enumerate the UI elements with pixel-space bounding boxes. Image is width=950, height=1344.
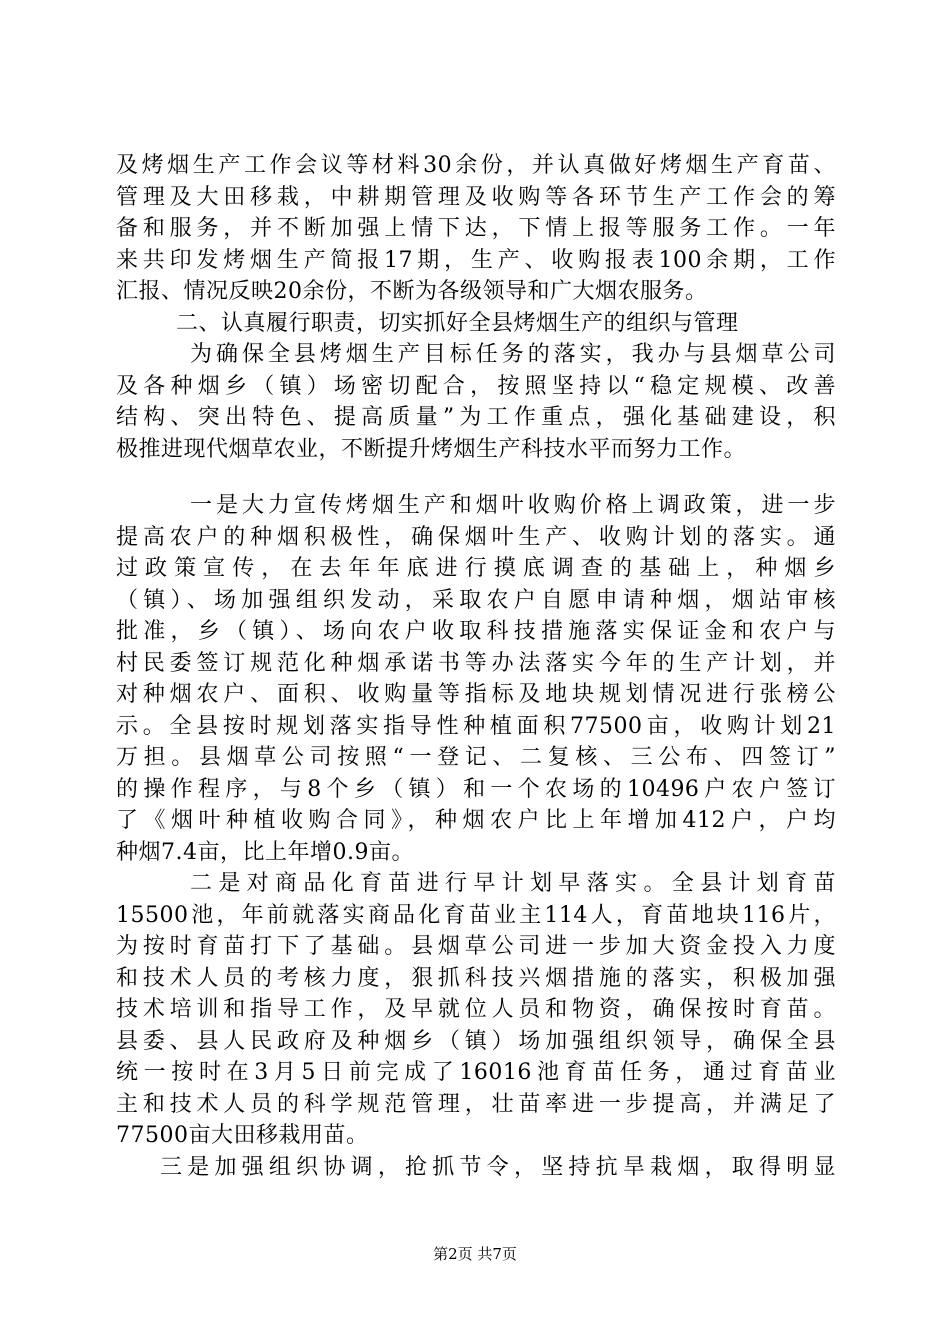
text-line: 汇报、情况反映20余份，不断为各级领导和广大烟农服务。 xyxy=(116,279,708,304)
text-line: 备和服务，并不断加强上情下达，下情上报等服务工作。一年 xyxy=(116,216,836,241)
text-line: 万担。县烟草公司按照“一登记、二复核、三公布、四签订” xyxy=(116,745,836,770)
text-line: 为按时育苗打下了基础。县烟草公司进一步加大资金投入力度 xyxy=(116,934,836,959)
text-line: 过政策宣传，在去年年底进行摸底调查的基础上，种烟乡 xyxy=(116,556,836,581)
text-line: 和技术人员的考核力度，狠抓科技兴烟措施的落实，积极加强 xyxy=(116,965,836,991)
text-line: 村民委签订规范化种烟承诺书等办法落实今年的生产计划，并 xyxy=(116,650,836,676)
page-number: 第2页 共7页 xyxy=(433,1245,517,1263)
text-line: 为确保全县烤烟生产目标任务的落实，我办与县烟草公司 xyxy=(190,342,836,367)
text-line: 对种烟农户、面积、收购量等指标及地块规划情况进行张榜公 xyxy=(116,682,836,707)
paragraph-gap xyxy=(116,465,836,490)
text-line: 主和技术人员的科学规范管理，壮苗率进一步提高，并满足了 xyxy=(116,1091,836,1117)
text-line: 批准，乡（镇）、场向农户收取科技措施落实保证金和农户与 xyxy=(116,619,836,644)
text-line: 77500亩大田移栽用苗。 xyxy=(116,1123,369,1148)
text-line: 及烤烟生产工作会议等材料30余份，并认真做好烤烟生产育苗、 xyxy=(116,153,836,178)
text-line: 二是对商品化育苗进行早计划早落实。全县计划育苗 xyxy=(190,871,836,896)
text-line: 及各种烟乡（镇）场密切配合，按照坚持以“稳定规模、改善 xyxy=(116,373,836,399)
text-line: 结构、突出特色、提高质量”为工作重点，强化基础建设，积 xyxy=(116,405,836,430)
text-line: 示。全县按时规划落实指导性种植面积77500亩，收购计划21 xyxy=(116,713,836,739)
text-line: 县委、县人民政府及种烟乡（镇）场加强组织领导，确保全县 xyxy=(116,1028,836,1054)
text-line: 极推进现代烟草农业，不断提升烤烟生产科技水平而努力工作。 xyxy=(116,436,747,462)
text-line: 提高农户的种烟积极性，确保烟叶生产、收购计划的落实。通 xyxy=(116,524,836,550)
text-line: 了《烟叶种植收购合同》，种烟农户比上年增加412户，户均 xyxy=(116,808,836,833)
text-line: 三是加强组织协调，抢抓节令，坚持抗旱栽烟，取得明显 xyxy=(160,1154,836,1180)
text-line: 种烟7.4亩，比上年增0.9亩。 xyxy=(116,839,414,865)
text-line: （镇）、场加强组织发动，采取农户自愿申请种烟，烟站审核 xyxy=(116,587,836,613)
text-line: 的操作程序，与8个乡（镇）和一个农场的10496户农户签订 xyxy=(116,776,836,802)
section-heading: 二、认真履行职责，切实抓好全县烤烟生产的组织与管理 xyxy=(176,310,739,336)
text-line: 统一按时在3月5日前完成了16016池育苗任务，通过育苗业 xyxy=(116,1060,836,1085)
text-line: 管理及大田移栽，中耕期管理及收购等各环节生产工作会的筹 xyxy=(116,184,836,210)
text-line: 来共印发烤烟生产简报17期，生产、收购报表100余期，工作 xyxy=(116,247,836,273)
text-line: 技术培训和指导工作，及早就位人员和物资，确保按时育苗。 xyxy=(116,997,836,1022)
text-line: 15500池，年前就落实商品化育苗业主114人，育苗地块116片， xyxy=(116,902,836,928)
text-line: 一是大力宣传烤烟生产和烟叶收购价格上调政策，进一步 xyxy=(190,493,836,518)
document-body xyxy=(116,150,836,1183)
